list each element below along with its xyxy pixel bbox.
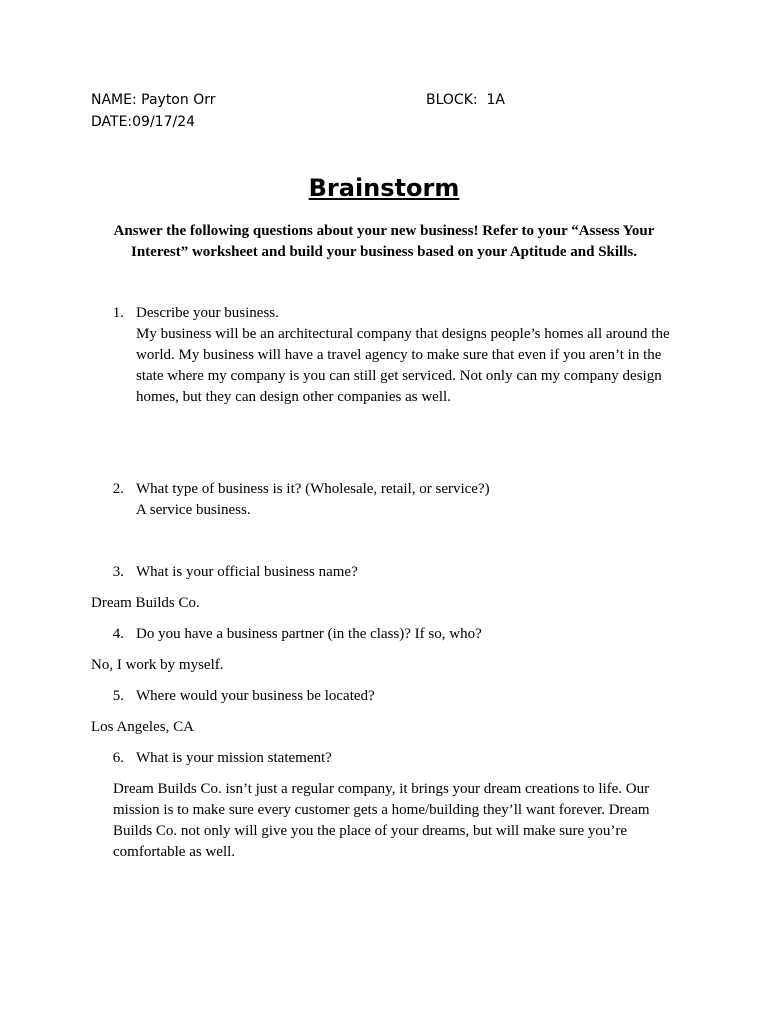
answer-text: No, I work by myself. [91,657,224,673]
answer-text: Dream Builds Co. isn’t just a regular company, it brings your dream creations to life. Our mission is to make sure every customer gets a home/building they’ll want forever. Dream Builds Co. not only will give you the place of your dreams, but will make sure you’re comfortable as well. [113,781,650,860]
answer-text: Dream Builds Co. [91,595,200,611]
question-number: 5. [112,688,124,704]
question-text: Where would your business be located? [136,688,375,704]
question-text: Describe your business. [136,305,279,321]
question-number: 6. [112,750,124,766]
question-number: 2. [112,481,124,497]
assignment-date: DATE:09/17/24 [91,114,196,130]
answer-text: My business will be an architectural company that designs people’s homes all around the world. My business will have a travel agency to make sure that even if you aren’t in the state where my company is you can still get serviced. Not only can my company design homes, but they can design other companies as well. [136,326,670,405]
question-text: Do you have a business partner (in the class)? If so, who? [136,626,482,642]
question-number: 4. [112,626,124,642]
question-text: What is your official business name? [136,564,358,580]
student-name: NAME: Payton Orr [91,92,216,108]
page-title: Brainstorm [308,174,460,202]
question-text: What is your mission statement? [136,750,332,766]
answer-text: Los Angeles, CA [91,719,194,735]
question-number: 3. [112,564,124,580]
answer-text: A service business. [136,502,251,518]
question-text: What type of business is it? (Wholesale, retail, or service?) [136,481,490,497]
question-number: 1. [112,305,124,321]
class-block: BLOCK: 1A [426,92,505,108]
instructions: Answer the following questions about your new business! Refer to your “Assess Your Interest” worksheet and build your business based on your Aptitude and Skills. [113,223,655,260]
